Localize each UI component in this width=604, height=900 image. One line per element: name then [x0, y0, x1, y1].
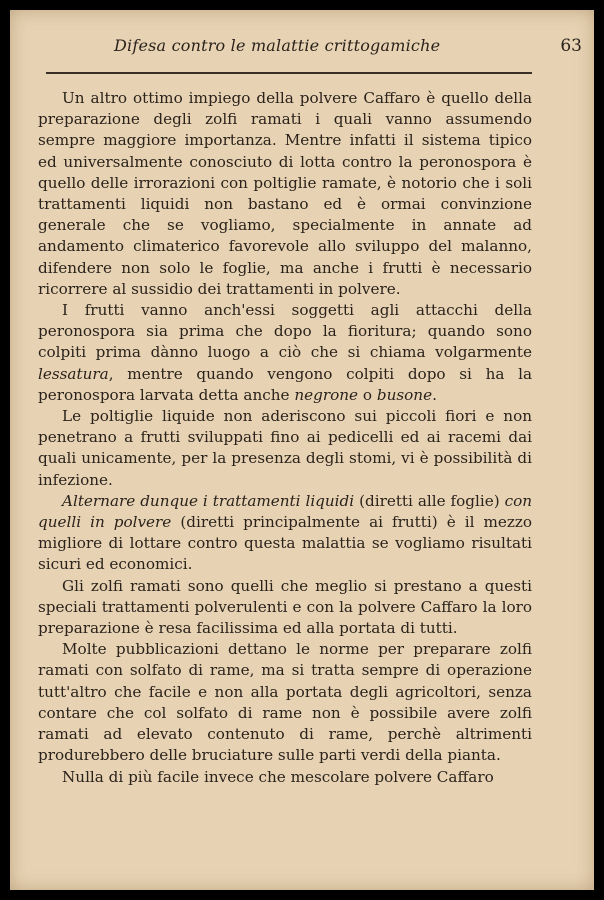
paragraph-6	[38, 639, 532, 766]
italic-term-busone: busone	[376, 385, 433, 404]
paragraph-5	[38, 576, 532, 640]
book-page	[10, 10, 594, 890]
page-header	[46, 36, 582, 74]
italic-phrase-powder: con quelli in polvere	[38, 491, 533, 532]
text-run: Molte pubblicazioni dettano le norme per preparare zolfi ramati con solfato di rame, ma si tratta sempre di operazione tutt'altro che facile e non alla portata degli agricoltori, senza contare che col solfato di rame non è possibile avere zolfi ramati ad elevato contenuto di rame, perchè altrimenti produrebbero delle bruciature sulle parti verdi della pianta.	[38, 640, 532, 765]
text-run: Un altro ottimo impiego della polvere Caffaro è quello della preparazione degli zolfi ramati i quali vanno assumendo sempre maggiore importanza. Mentre infatti il sistema tipico ed universalmente conosciuto di lotta contro la peronospora è quello delle irrorazioni con poltiglie ramate, è notorio che i soli trattamenti liquidi non bastano ed è ormai convinzione generale che se vogliamo, specialmente in annate ad andamento climaterico favorevole allo sviluppo del malanno, difendere non solo le foglie, ma anche i frutti è necessario ricorrere al sussidio dei trattamenti in polvere.	[38, 89, 532, 298]
paragraph-7	[38, 767, 532, 788]
text-run: Nulla di più facile invece che mescolare polvere Caffaro	[62, 767, 494, 786]
page-number: 63	[560, 36, 582, 56]
paragraph-3	[38, 406, 532, 491]
text-run: .	[432, 385, 437, 404]
text-run: o	[358, 385, 377, 404]
italic-term-lessatura: lessatura	[38, 364, 109, 383]
text-run: (diretti alle foglie)	[354, 491, 505, 510]
text-run: Gli zolfi ramati sono quelli che meglio si prestano a questi speciali trattamenti polverulenti e con la polvere Caffaro la loro preparazione è resa facilissima ed alla portata di tutti.	[38, 576, 532, 638]
paragraph-4	[38, 491, 532, 576]
paragraph-1	[38, 88, 532, 300]
running-title: Difesa contro le malattie crittogamiche	[114, 36, 441, 55]
text-run: Le poltiglie liquide non aderiscono sui piccoli fiori e non penetrano a frutti sviluppati fino ai pedicelli ed ai racemi dai quali unicamente, per la presenza degli stomi, vi è possibilità di infezione.	[38, 407, 532, 489]
paragraph-2	[38, 300, 532, 406]
body-text	[38, 88, 532, 788]
text-run: I frutti vanno anch'essi soggetti agli attacchi della peronospora sia prima che dopo la fioritura; quando sono colpiti prima dànno luogo a ciò che si chiama volgarmente	[38, 301, 532, 362]
text-run: , mentre quando vengono colpiti dopo si ha la peronospora larvata detta anche	[38, 364, 532, 404]
text-run: (diretti principalmente ai frutti) è il mezzo migliore di lottare contro questa malattia se vogliamo risultati sicuri ed economici.	[38, 513, 532, 574]
italic-term-negrone: negrone	[294, 385, 359, 404]
italic-phrase-liquid-treatments: Alternare dunque i trattamenti liquidi	[62, 491, 355, 510]
